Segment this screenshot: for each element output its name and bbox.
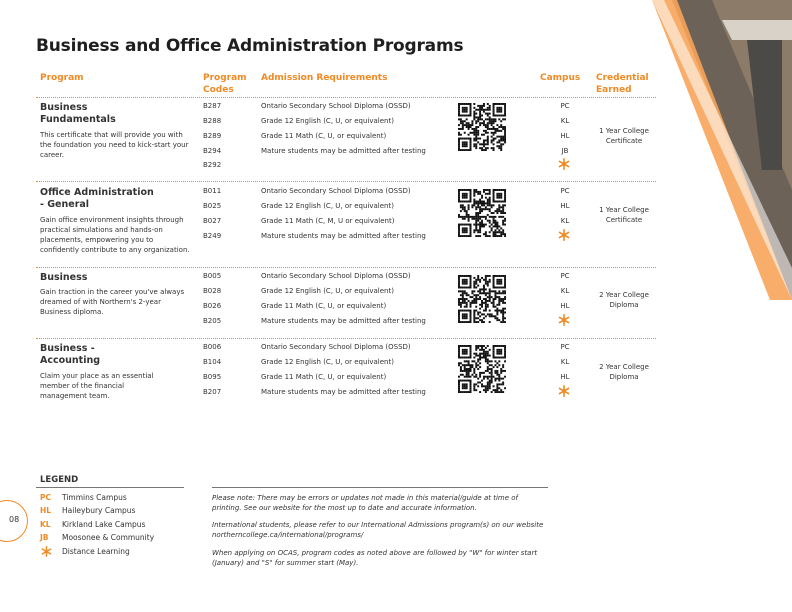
campus-code: JB	[561, 147, 569, 155]
program-title-business-fundamentals: Business Fundamentals	[40, 102, 116, 125]
distance-learning-icon	[558, 385, 570, 397]
program-code: B095	[203, 373, 222, 381]
legend-name: Kirkland Lake Campus	[62, 520, 146, 529]
credential: 1 Year College Certificate	[599, 127, 649, 145]
program-code: B207	[203, 388, 222, 396]
campus-code: PC	[560, 272, 570, 280]
row-divider	[36, 338, 656, 339]
campus-code: HL	[560, 202, 570, 210]
campus-code: PC	[560, 102, 570, 110]
header-credential: Credential Earned	[596, 73, 649, 95]
note-ocas: When applying on OCAS, program codes as noted above are followed by "W" for winter start (January) and "S" for summer start (May).	[212, 549, 538, 567]
qr-code[interactable]	[458, 345, 506, 393]
qr-pattern	[458, 275, 506, 323]
legend-name: Distance Learning	[62, 547, 130, 556]
legend-code: KL	[40, 520, 51, 529]
requirement: Ontario Secondary School Diploma (OSSD)	[261, 102, 411, 110]
program-code: B006	[203, 343, 222, 351]
header-program: Program	[40, 73, 84, 83]
page-number-badge	[0, 500, 28, 542]
row-divider	[36, 181, 656, 182]
credential: 2 Year College Diploma	[599, 363, 649, 381]
legend-divider	[36, 487, 184, 488]
program-code: B104	[203, 358, 222, 366]
legend-code: PC	[40, 493, 52, 502]
program-desc-business: Gain traction in the career you've always dreamed of with Northern's 2-year Business diploma.	[40, 288, 185, 316]
program-code: B005	[203, 272, 222, 280]
header-codes: Program Codes	[203, 73, 247, 95]
distance-learning-icon	[41, 546, 52, 557]
requirement: Grade 12 English (C, U, or equivalent)	[261, 358, 394, 366]
campus-code: KL	[560, 287, 570, 295]
requirement: Grade 12 English (C, U, or equivalent)	[261, 117, 394, 125]
corner-photo	[652, 0, 792, 300]
distance-learning-icon	[558, 158, 570, 170]
legend-code: HL	[40, 506, 52, 515]
page-number: 08	[9, 515, 20, 524]
credential: 2 Year College Diploma	[599, 291, 649, 309]
campus-code: KL	[560, 117, 570, 125]
program-code: B026	[203, 302, 222, 310]
campus-code: PC	[560, 187, 570, 195]
program-title-office-administration: Office Administration - General	[40, 187, 154, 210]
legend-title: LEGEND	[40, 475, 79, 485]
requirement: Ontario Secondary School Diploma (OSSD)	[261, 187, 411, 195]
requirement: Mature students may be admitted after testing	[261, 388, 426, 396]
qr-code[interactable]	[458, 103, 506, 151]
program-code: B288	[203, 117, 222, 125]
program-title-business-accounting: Business - Accounting	[40, 343, 101, 366]
distance-learning-icon	[558, 229, 570, 241]
program-code: B028	[203, 287, 222, 295]
program-code: B011	[203, 187, 222, 195]
row-divider	[36, 267, 656, 268]
header-admission: Admission Requirements	[261, 73, 388, 83]
program-code: B294	[203, 147, 222, 155]
requirement: Ontario Secondary School Diploma (OSSD)	[261, 343, 411, 351]
header-divider	[36, 97, 656, 98]
program-code: B027	[203, 217, 222, 225]
legend-code: JB	[40, 533, 49, 542]
legend-name: Moosonee & Community	[62, 533, 155, 542]
requirement: Grade 12 English (C, U, or equivalent)	[261, 202, 394, 210]
campus-code: HL	[560, 373, 570, 381]
qr-pattern	[458, 345, 506, 393]
credential: 1 Year College Certificate	[599, 206, 649, 224]
note-international: International students, please refer to our International Admissions program(s) on our website northerncollege.ca/international/programs/	[212, 521, 544, 539]
requirement: Ontario Secondary School Diploma (OSSD)	[261, 272, 411, 280]
requirement: Grade 11 Math (C, U, or equivalent)	[261, 373, 387, 381]
requirement: Grade 11 Math (C, U, or equivalent)	[261, 132, 387, 140]
requirement: Mature students may be admitted after testing	[261, 317, 426, 325]
page-title: Business and Office Administration Programs	[36, 36, 464, 56]
program-desc-office-administration: Gain office environment insights through practical simulations and hands-on placements, empowering you to confidently contribute to any organization.	[40, 216, 190, 254]
qr-code[interactable]	[458, 275, 506, 323]
requirement: Grade 11 Math (C, U, or equivalent)	[261, 302, 387, 310]
program-code: B025	[203, 202, 222, 210]
legend-name: Haileybury Campus	[62, 506, 136, 515]
distance-learning-icon	[558, 314, 570, 326]
program-code: B249	[203, 232, 222, 240]
campus-code: HL	[560, 132, 570, 140]
qr-pattern	[458, 103, 506, 151]
note-errors: Please note: There may be errors or updates not made in this material/guide at time of printing. See our website for the most up to date and accurate information.	[212, 494, 518, 512]
qr-code[interactable]	[458, 189, 506, 237]
campus-code: KL	[560, 217, 570, 225]
requirement: Grade 11 Math (C, M, U or equivalent)	[261, 217, 395, 225]
program-code: B289	[203, 132, 222, 140]
notes-divider	[212, 487, 548, 488]
requirement: Mature students may be admitted after testing	[261, 232, 426, 240]
program-title-business: Business	[40, 272, 88, 283]
requirement: Mature students may be admitted after testing	[261, 147, 426, 155]
program-code: B292	[203, 161, 222, 169]
program-desc-business-fundamentals: This certificate that will provide you with the foundation you need to kick-start your career.	[40, 131, 189, 159]
header-campus: Campus	[540, 73, 581, 83]
qr-pattern	[458, 189, 506, 237]
campus-code: HL	[560, 302, 570, 310]
program-code: B287	[203, 102, 222, 110]
campus-code: PC	[560, 343, 570, 351]
requirement: Grade 12 English (C, U, or equivalent)	[261, 287, 394, 295]
legend-name: Timmins Campus	[62, 493, 127, 502]
program-desc-business-accounting: Claim your place as an essential member of the financial management team.	[40, 372, 154, 400]
program-code: B205	[203, 317, 222, 325]
campus-code: KL	[560, 358, 570, 366]
